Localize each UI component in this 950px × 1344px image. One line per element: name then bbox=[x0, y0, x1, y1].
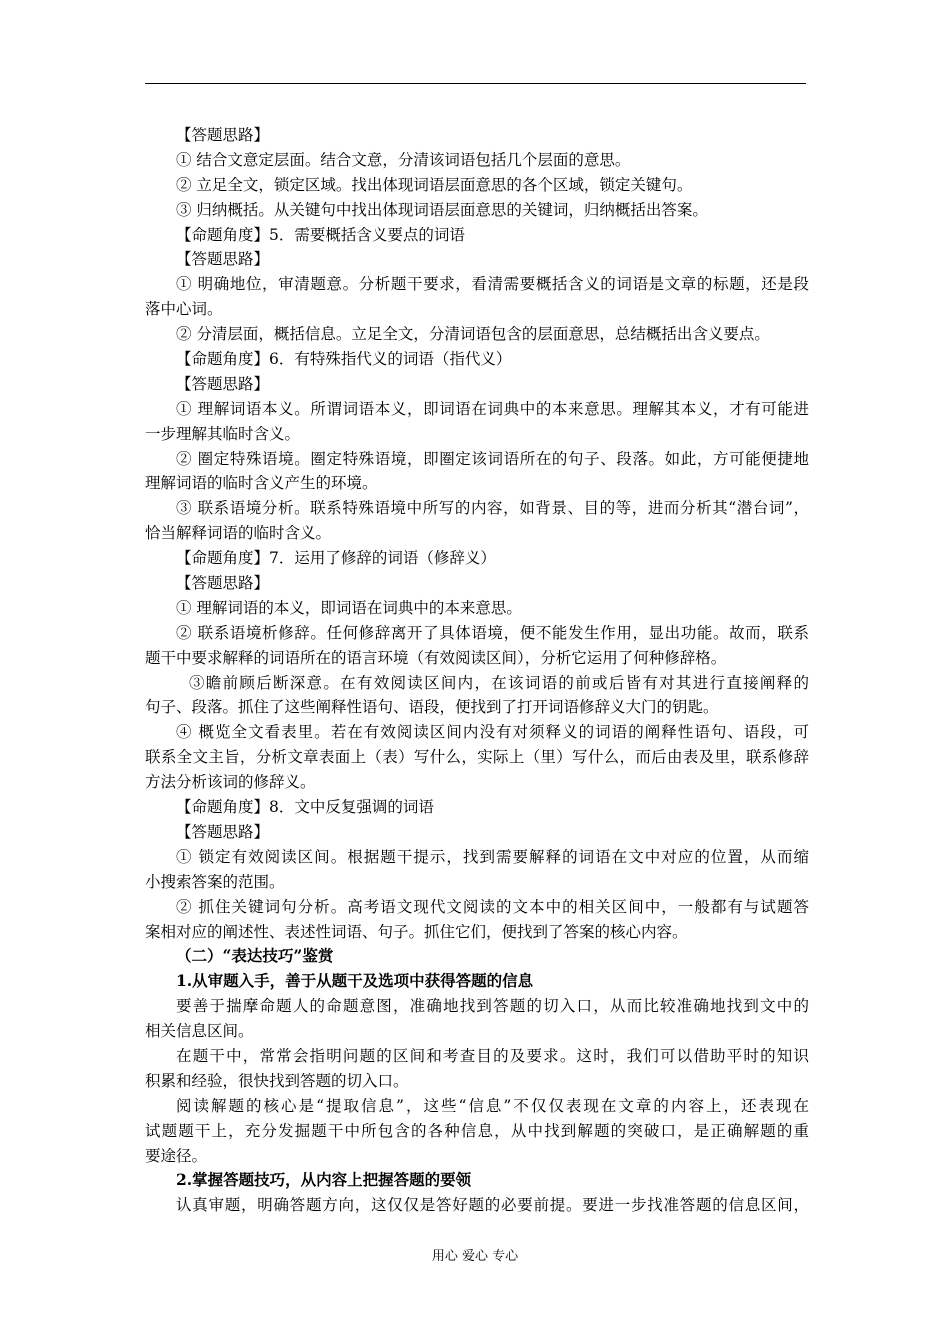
text-line: 要善于揣摩命题人的命题意图，准确地找到答题的切入口，从而比较准确地找到文中的 bbox=[176, 997, 809, 1016]
text-line: 落中心词。 bbox=[145, 300, 223, 319]
text-line: 联系全文主旨，分析文章表面上（表）写什么，实际上（里）写什么，而后由表及里，联系修辞 bbox=[145, 748, 809, 767]
text-line: 【命题角度】8．文中反复强调的词语 bbox=[176, 798, 434, 817]
subsection-heading: 1.从审题入手，善于从题干及选项中获得答题的信息 bbox=[176, 971, 534, 991]
text-line: ② 分清层面，概括信息。立足全文，分清词语包含的层面意思，总结概括出含义要点。 bbox=[176, 325, 770, 344]
text-line: 阅读解题的核心是“提取信息”，这些“信息”不仅仅表现在文章的内容上，还表现在 bbox=[176, 1096, 809, 1115]
text-line: 【答题思路】 bbox=[176, 822, 270, 841]
text-line: ③瞻前顾后断深意。在有效阅读区间内，在该词语的前或后皆有对其进行直接阐释的 bbox=[189, 673, 809, 692]
text-line: 【答题思路】 bbox=[176, 250, 270, 269]
text-line: ① 明确地位，审清题意。分析题干要求，看清需要概括含义的词语是文章的标题，还是段 bbox=[176, 275, 809, 294]
text-line: 【命题角度】7．运用了修辞的词语（修辞义） bbox=[176, 549, 496, 568]
text-line: ③ 归纳概括。从关键句中找出体现词语层面意思的关键词，归纳概括出答案。 bbox=[176, 200, 708, 219]
page-footer: 用心 爱心 专心 bbox=[431, 1249, 519, 1264]
text-line: 【答题思路】 bbox=[176, 126, 270, 144]
text-line: ② 立足全文，锁定区域。找出体现词语层面意思的各个区域，锁定关键句。 bbox=[176, 175, 693, 194]
text-line: ① 理解词语的本义，即词语在词典中的本来意思。 bbox=[176, 598, 522, 617]
text-line: 题干中要求解释的词语所在的语言环境（有效阅读区间），分析它运用了何种修辞格。 bbox=[145, 648, 727, 667]
text-line: ② 圈定特殊语境。圈定特殊语境，即圈定该词语所在的句子、段落。如此，方可能便捷地 bbox=[176, 449, 809, 468]
text-line: 【答题思路】 bbox=[176, 574, 270, 593]
text-line: ① 理解词语本义。所谓词语本义，即词语在词典中的本来意思。理解其本义，才有可能进 bbox=[176, 399, 809, 418]
header-rule bbox=[145, 83, 806, 84]
text-line: 【答题思路】 bbox=[176, 374, 270, 393]
text-line: ② 抓住关键词句分析。高考语文现代文阅读的文本中的相关区间中，一般都有与试题答 bbox=[176, 897, 809, 916]
section-heading: （二）“表达技巧”鉴赏 bbox=[176, 946, 334, 966]
text-line: 一步理解其临时含义。 bbox=[145, 424, 301, 443]
text-line: 认真审题，明确答题方向，这仅仅是答好题的必要前提。要进一步找准答题的信息区间， bbox=[176, 1196, 809, 1215]
text-line: ③ 联系语境分析。联系特殊语境中所写的内容，如背景、目的等，进而分析其“潜台词”， bbox=[176, 499, 809, 518]
subsection-heading: 2.掌握答题技巧，从内容上把握答题的要领 bbox=[176, 1170, 472, 1190]
text-line: 句子、段落。抓住了这些阐释性语句、语段，便找到了打开词语修辞义大门的钥匙。 bbox=[145, 698, 719, 717]
text-line: 积累和经验，很快找到答题的切入口。 bbox=[145, 1071, 409, 1090]
text-line: 方法分析该词的修辞义。 bbox=[145, 773, 316, 792]
text-line: 案相对应的阐述性、表述性词语、句子。抓住它们，便找到了答案的核心内容。 bbox=[145, 922, 688, 941]
text-line: 【命题角度】6．有特殊指代义的词语（指代义） bbox=[176, 350, 512, 369]
text-line: 要途径。 bbox=[145, 1146, 208, 1165]
text-line: 【命题角度】5．需要概括含义要点的词语 bbox=[176, 225, 465, 244]
text-line: 理解词语的临时含义产生的环境。 bbox=[145, 474, 378, 493]
text-line: 小搜索答案的范围。 bbox=[145, 872, 285, 891]
document-body bbox=[145, 123, 809, 1218]
text-line: ② 联系语境析修辞。任何修辞离开了具体语境，便不能发生作用，显出功能。故而，联系 bbox=[176, 623, 809, 642]
text-line: 试题题干上，充分发掘题干中所包含的各种信息，从中找到解题的突破口，是正确解题的重 bbox=[145, 1121, 809, 1140]
text-line: 恰当解释词语的临时含义。 bbox=[145, 524, 332, 543]
text-line: ① 结合文意定层面。结合文意，分清该词语包括几个层面的意思。 bbox=[176, 150, 631, 169]
text-line: ④ 概览全文看表里。若在有效阅读区间内没有对须释义的词语的阐释性语句、语段，可 bbox=[176, 723, 809, 742]
text-line: ① 锁定有效阅读区间。根据题干提示，找到需要解释的词语在文中对应的位置，从而缩 bbox=[176, 847, 809, 866]
text-line: 相关信息区间。 bbox=[145, 1022, 254, 1041]
text-line: 在题干中，常常会指明问题的区间和考查目的及要求。这时，我们可以借助平时的知识 bbox=[176, 1046, 809, 1065]
